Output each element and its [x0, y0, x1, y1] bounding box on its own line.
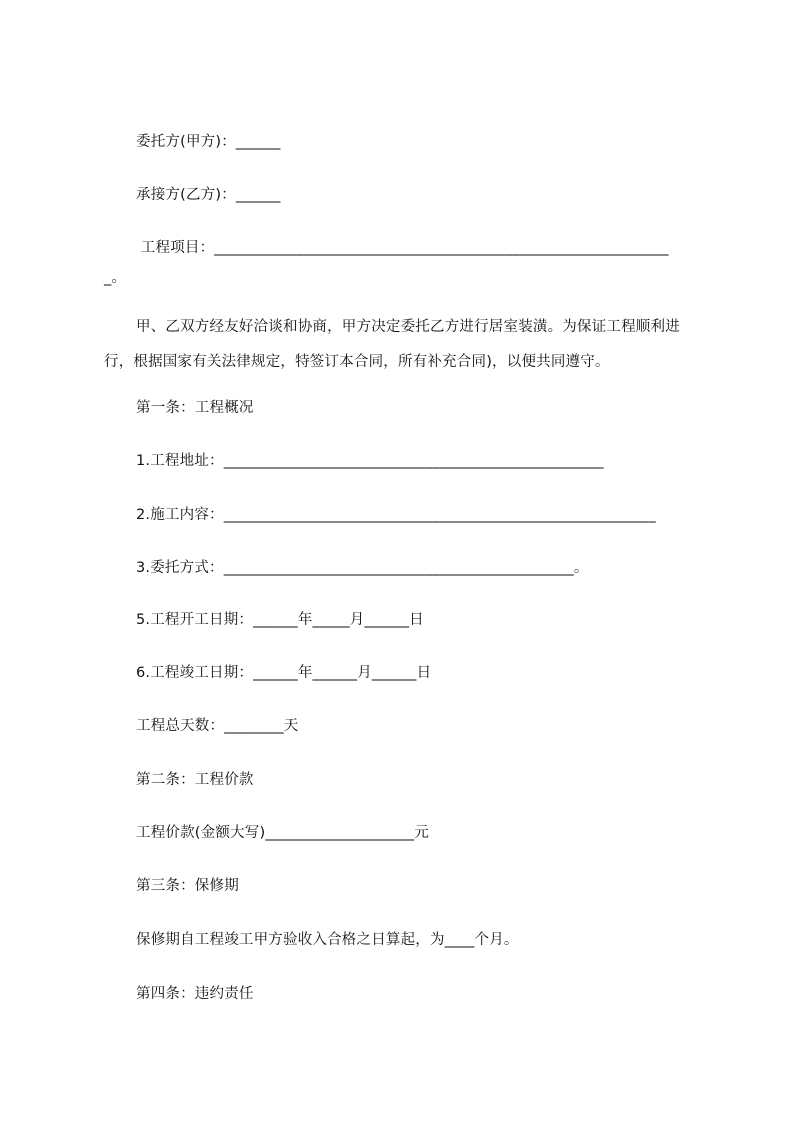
- contractor-line: 承接方(乙方)：______: [136, 187, 281, 203]
- construction-content-line: 2.施工内容：__________________________________________________________: [136, 507, 656, 523]
- project-line: 工程项目：_____________________________________________________________: [136, 240, 669, 256]
- article-1-heading: 第一条：工程概况: [136, 400, 254, 416]
- intro-paragraph: 甲、乙双方经友好洽谈和协商，甲方决定委托乙方进行居室装潢。为保证工程顺利进行，根据国家有关法律规定，特签订本合同，所有补充合同)，以便共同遵守。: [104, 319, 680, 370]
- start-date-line: 5.工程开工日期：______年_____月______日: [136, 612, 424, 628]
- project-line-continuation: _。: [104, 270, 127, 286]
- total-days-line: 工程总天数：________天: [136, 718, 299, 734]
- completion-date-line: 6.工程竣工日期：______年______月______日: [136, 665, 432, 681]
- client-line: 委托方(甲方)：______: [136, 134, 281, 150]
- article-4-heading: 第四条：违约责任: [136, 986, 254, 1002]
- project-price-line: 工程价款(金额大写)____________________元: [136, 825, 430, 841]
- commission-method-line: 3.委托方式：_______________________________________________。: [136, 560, 589, 576]
- article-2-heading: 第二条：工程价款: [136, 772, 254, 788]
- article-3-heading: 第三条：保修期: [136, 878, 239, 894]
- project-address-line: 1.工程地址：___________________________________________________: [136, 453, 604, 469]
- warranty-line: 保修期自工程竣工甲方验收入合格之日算起，为____个月。: [136, 932, 519, 948]
